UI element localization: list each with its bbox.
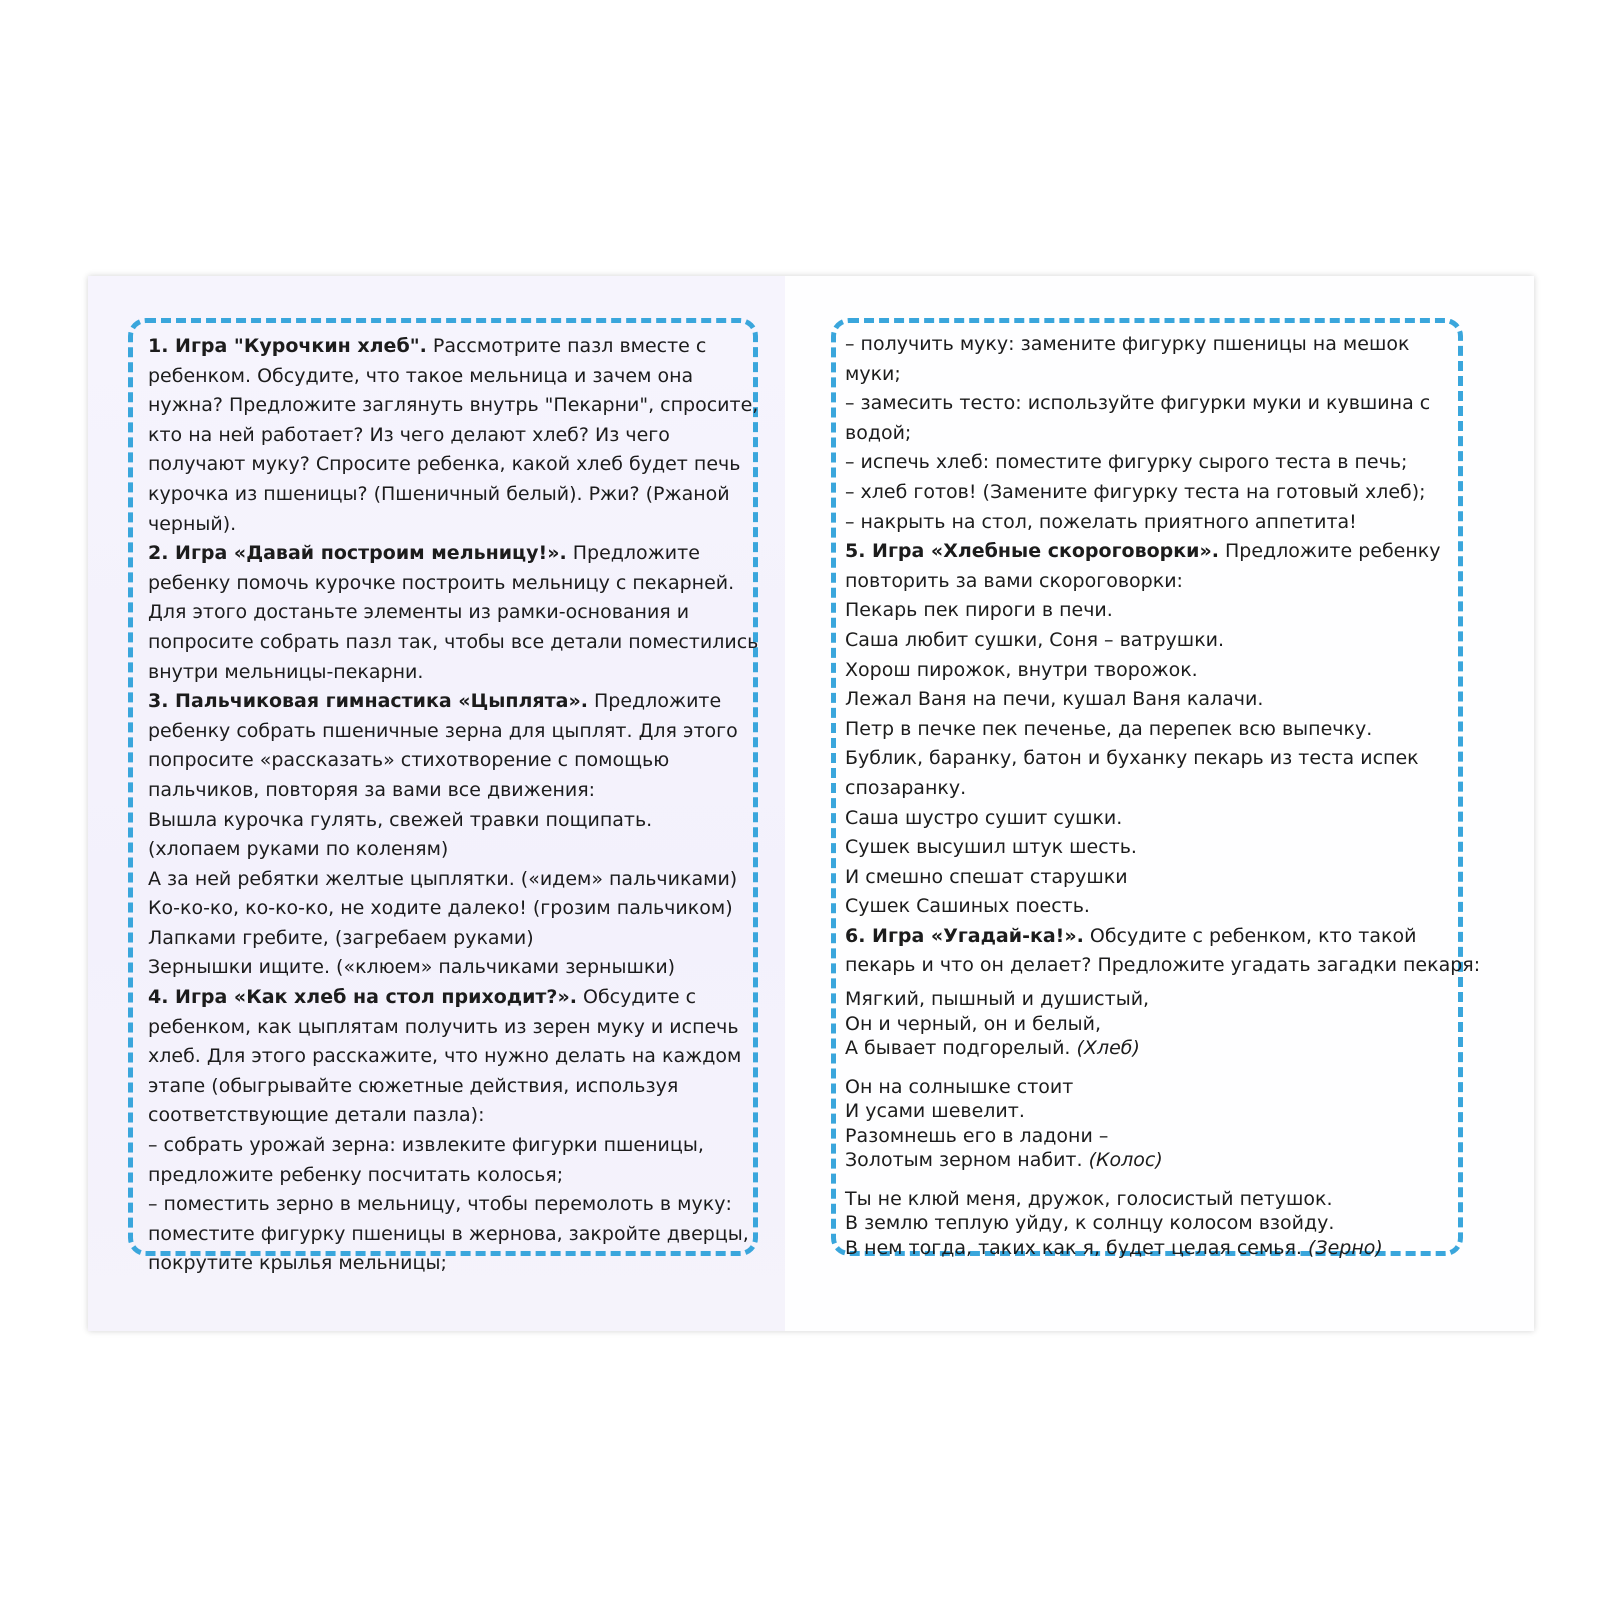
text-line: Рассмотрите пазл вместе с	[426, 335, 707, 357]
item-5	[845, 537, 1485, 922]
text-line: – собрать урожай зерна: извлеките фигурки пшеницы,	[148, 1134, 704, 1157]
item-1	[148, 332, 760, 539]
item-1-title: 1. Игра "Курочкин хлеб".	[148, 335, 427, 357]
riddle-line: Мягкий, пышный и душистый,	[845, 988, 1150, 1011]
item-3-title: 3. Пальчиковая гимнастика «Цыплята».	[148, 690, 588, 713]
riddle-line: Золотым зерном набит.	[845, 1149, 1089, 1172]
text-line: спозаранку.	[845, 776, 967, 799]
text-line: Саша любит сушки, Соня – ватрушки.	[845, 628, 1225, 651]
text-line: черный).	[148, 512, 237, 535]
text-line: ребенком. Обсудите, что такое мельница и зачем она	[148, 364, 694, 387]
riddle-line: Разомнешь его в ладони –	[845, 1124, 1109, 1147]
riddle-line: Ты не клюй меня, дружок, голосистый петушок.	[845, 1187, 1333, 1210]
text-line: Петр в печке пек печенье, да перепек всю выпечку.	[845, 717, 1373, 740]
text-line: попросите собрать пазл так, чтобы все детали поместились	[148, 630, 759, 653]
item-6-title: 6. Игра «Угадай-ка!».	[845, 924, 1084, 947]
right-page	[785, 276, 1534, 1331]
text-line: кто на ней работает? Из чего делают хлеб? Из чего	[148, 423, 670, 446]
text-line: ребенком, как цыплятам получить из зерен муку и испечь	[148, 1015, 739, 1038]
text-line: И смешно спешат старушки	[845, 865, 1128, 888]
item-4	[148, 983, 760, 1279]
text-line: Вышла курочка гулять, свежей травки пощипать.	[148, 808, 653, 831]
riddle-answer: (Зерно)	[1308, 1236, 1383, 1259]
riddle-line: А бывает подгорелый.	[845, 1037, 1077, 1060]
riddle-line: Он на солнышке стоит	[845, 1075, 1074, 1098]
text-line: (хлопаем руками по коленям)	[148, 838, 449, 861]
text-line: Сушек Сашиных поесть.	[845, 895, 1090, 918]
text-line: – хлеб готов! (Замените фигурку теста на готовый хлеб);	[845, 480, 1426, 503]
booklet-spread	[88, 276, 1534, 1331]
riddle-line: И усами шевелит.	[845, 1100, 1025, 1123]
text-line: Лежал Ваня на печи, кушал Ваня калачи.	[845, 688, 1264, 711]
item-3	[148, 687, 760, 983]
text-line: Обсудите с	[576, 986, 697, 1009]
text-line: Зернышки ищите. («клюем» пальчиками зернышки)	[148, 956, 676, 979]
item-2	[148, 539, 760, 687]
text-line: Хорош пирожок, внутри творожок.	[845, 658, 1198, 681]
text-line: – получить муку: замените фигурку пшеницы на мешок	[845, 333, 1410, 355]
text-line: Для этого достаньте элементы из рамки-основания и	[148, 601, 690, 624]
item-4-title: 4. Игра «Как хлеб на стол приходит?».	[148, 986, 577, 1009]
text-line: – накрыть на стол, пожелать приятного аппетита!	[845, 510, 1357, 533]
left-page-text	[148, 332, 760, 1279]
item-6	[845, 922, 1485, 981]
item-4-continued	[845, 330, 1485, 537]
text-line: попросите «рассказать» стихотворение с помощью	[148, 749, 670, 772]
left-page	[88, 276, 785, 1331]
text-line: Лапками гребите, (загребаем руками)	[148, 926, 534, 949]
text-line: Сушек высушил штук шесть.	[845, 836, 1137, 859]
riddle-answer: (Хлеб)	[1076, 1037, 1140, 1060]
text-line: Саша шустро сушит сушки.	[845, 806, 1123, 829]
text-line: – замесить тесто: используйте фигурки муки и кувшина с	[845, 392, 1431, 415]
text-line: соответствующие детали пазла):	[148, 1104, 485, 1127]
text-line: Предложите	[566, 542, 700, 565]
text-line: покрутите крылья мельницы;	[148, 1252, 447, 1275]
text-line: – поместить зерно в мельницу, чтобы перемолоть в муку:	[148, 1193, 732, 1216]
text-line: внутри мельницы-пекарни.	[148, 660, 424, 683]
text-line: этапе (обыгрывайте сюжетные действия, используя	[148, 1074, 679, 1097]
text-line: хлеб. Для этого расскажите, что нужно делать на каждом	[148, 1045, 742, 1068]
text-line: пекарь и что он делает? Предложите угадать загадки пекаря:	[845, 954, 1481, 977]
item-5-title: 5. Игра «Хлебные скороговорки».	[845, 540, 1219, 563]
text-line: Предложите ребенку	[1218, 540, 1441, 563]
text-line: курочка из пшеницы? (Пшеничный белый). Ржи? (Ржаной	[148, 482, 730, 505]
text-line: Предложите	[587, 690, 722, 713]
text-line: нужна? Предложите заглянуть внутрь "Пекарни", спросите,	[148, 394, 759, 417]
riddle-answer: (Колос)	[1088, 1149, 1163, 1172]
text-line: А за ней ребятки желтые цыплятки. («идем» пальчиками)	[148, 867, 738, 890]
riddle-line: Он и черный, он и белый,	[845, 1012, 1102, 1035]
text-line: муки;	[845, 362, 901, 385]
text-line: Бублик, баранку, батон и буханку пекарь из теста испек	[845, 747, 1419, 770]
text-line: предложите ребенку посчитать колосья;	[148, 1163, 564, 1186]
text-line: водой;	[845, 421, 912, 444]
riddle-1	[845, 987, 1485, 1061]
text-line: – испечь хлеб: поместите фигурку сырого теста в печь;	[845, 451, 1408, 474]
item-2-title: 2. Игра «Давай построим мельницу!».	[148, 542, 567, 565]
riddle-3	[845, 1187, 1485, 1261]
text-line: пальчиков, повторяя за вами все движения:	[148, 778, 596, 801]
riddle-line: В нем тогда, таких как я, будет целая семья.	[845, 1236, 1309, 1259]
right-page-text	[845, 330, 1485, 1260]
text-line: получают муку? Спросите ребенка, какой хлеб будет печь	[148, 453, 741, 476]
text-line: ребенку собрать пшеничные зерна для цыплят. Для этого	[148, 719, 738, 742]
text-line: поместите фигурку пшеницы в жернова, закройте дверцы,	[148, 1222, 749, 1245]
text-line: повторить за вами скороговорки:	[845, 569, 1183, 592]
text-line: ребенку помочь курочке построить мельницу с пекарней.	[148, 571, 735, 594]
text-line: Ко-ко-ко, ко-ко-ко, не ходите далеко! (грозим пальчиком)	[148, 897, 733, 920]
text-line: Обсудите с ребенком, кто такой	[1083, 924, 1417, 947]
riddle-2	[845, 1075, 1485, 1173]
riddle-line: В землю теплую уйду, к солнцу колосом взойду.	[845, 1212, 1335, 1235]
text-line: Пекарь пек пироги в печи.	[845, 599, 1113, 622]
